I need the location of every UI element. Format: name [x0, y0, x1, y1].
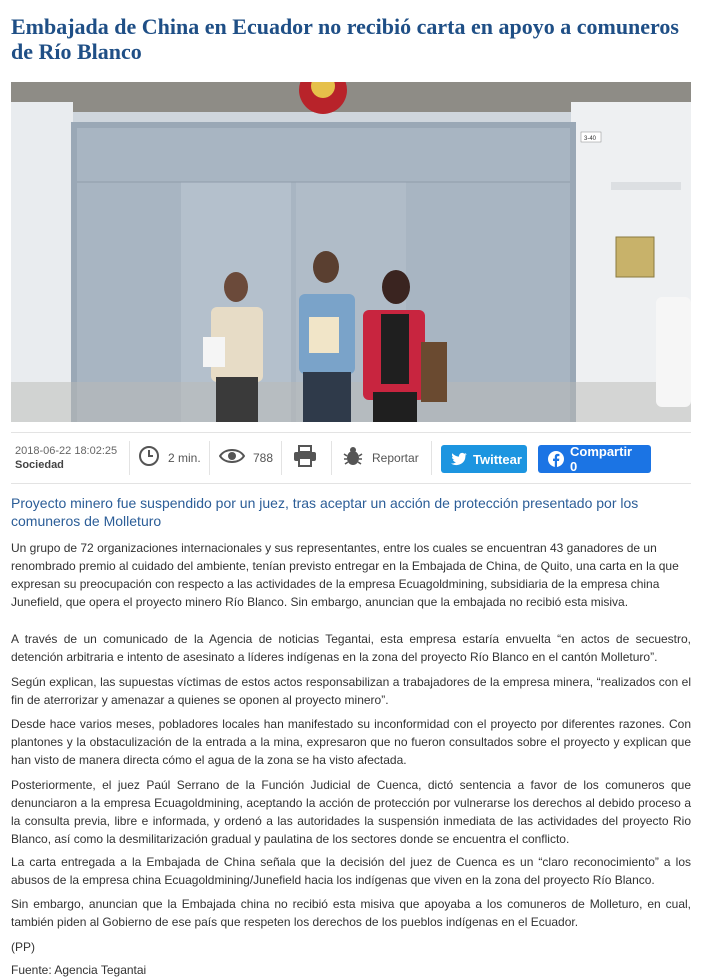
- article-paragraph: A través de un comunicado de la Agencia de noticias Tegantai, esta empresa estaría envuelta “en actos de secuestro, detención arbitraria e intento de asesinato a líderes indígenas en la zona del proyecto Río Blanco en el cantón Molleturo”.: [11, 632, 691, 664]
- publish-date: 2018-06-22 18:02:25: [15, 445, 118, 457]
- article-photo: [11, 82, 691, 422]
- article-title: Embajada de China en Ecuador no recibió carta en apoyo a comuneros de Río Blanco: [11, 14, 679, 64]
- article-paragraph: Posteriormente, el juez Paúl Serrano de la Función Judicial de Cuenca, dictó sentencia a favor de los comuneros que denunciaron a la empresa Ecuagoldmining, aceptando la acción de protección por vulnerarse los derechos al debido proceso a la consulta previa, libre e informada, y ordenó a las autoridades la suspensión inmediata de las actividades del proyecto Rio Blanco, así como la desmilitarización gradual y paulatina de los sectores donde se encuentra el conflicto.: [11, 778, 691, 846]
- eye-icon: [219, 447, 245, 470]
- meta-divider: [209, 441, 210, 475]
- article-paragraph: Un grupo de 72 organizaciones internacionales y sus representantes, entre los cuales se encuentran 43 ganadores de un renombrado premio al cuidado del ambiente, tenían previsto entregar en la Embajada de China, de Quito, una carta en la que expresan su preocupación con respecto a las actividades de la empresa Ecuagoldmining, subsidiaria de la empresa china Junefield, que opera el proyecto minero Río Blanco. Sin embargo, anuncian que la embajada no recibió esta misiva.: [11, 541, 679, 609]
- article-paragraph: Sin embargo, anuncian que la Embajada china no recibió esta misiva que apoyaba a los comuneros de Molleturo, en cual, también piden al Gobierno de ese país que respeten los derechos de los pueblos indígenas en el Ecuador.: [11, 897, 691, 929]
- report-label[interactable]: Reportar: [372, 451, 419, 465]
- bug-icon[interactable]: [342, 445, 364, 472]
- sign-number: 3-40: [584, 136, 597, 142]
- read-time: [138, 433, 201, 483]
- article-lead: Proyecto minero fue suspendido por un juez, tras aceptar un acción de protección presentado por los comuneros de Molleturo: [11, 495, 639, 529]
- facebook-share-button[interactable]: [538, 445, 651, 473]
- twitter-share-button[interactable]: [441, 445, 527, 473]
- article-meta-bar: [11, 432, 691, 484]
- print-icon[interactable]: [293, 445, 317, 472]
- meta-divider: [331, 441, 332, 475]
- article-paragraph: La carta entregada a la Embajada de China señala que la decisión del juez de Cuenca es un “claro reconocimiento” a los abusos de la empresa china Ecuagoldmining/Junefield hacia los indígenas que viven en la zona del proyecto Río Blanco.: [11, 855, 691, 887]
- facebook-share-label[interactable]: Compartir 0: [570, 444, 633, 474]
- facebook-icon[interactable]: [548, 451, 564, 467]
- article-paragraph: Según explican, las supuestas víctimas de estos actos responsabilizan a trabajadores de la empresa minera, “realizados con el fin de aterrorizar y amenazar a quienes se oponen al proyecto minero”.: [11, 675, 691, 707]
- embassy-photo-illustration: [11, 82, 691, 422]
- print-button[interactable]: [293, 433, 317, 483]
- twitter-icon[interactable]: [451, 452, 467, 466]
- article-source: Fuente: Agencia Tegantai: [11, 963, 147, 977]
- report-button[interactable]: [342, 433, 419, 483]
- category-link[interactable]: Sociedad: [15, 459, 64, 471]
- views-count: [219, 433, 273, 483]
- clock-icon: [138, 445, 160, 472]
- meta-divider: [129, 441, 130, 475]
- meta-date-block: [15, 433, 117, 483]
- meta-divider: [431, 441, 432, 475]
- article-signature: (PP): [11, 940, 35, 954]
- read-time-label: 2 min.: [168, 451, 201, 465]
- article-paragraph: Desde hace varios meses, pobladores locales han manifestado su inconformidad con el proyecto por diferentes razones. Con plantones y la obstaculización de la entrada a la mina, expresaron que no fueron consultados sobre el proyecto y explican que han visto de manera directa cómo el agua de la zona se ha visto afectada.: [11, 717, 691, 767]
- views-label: 788: [253, 451, 274, 465]
- meta-divider: [281, 441, 282, 475]
- twitter-share-label[interactable]: Twittear: [473, 451, 522, 467]
